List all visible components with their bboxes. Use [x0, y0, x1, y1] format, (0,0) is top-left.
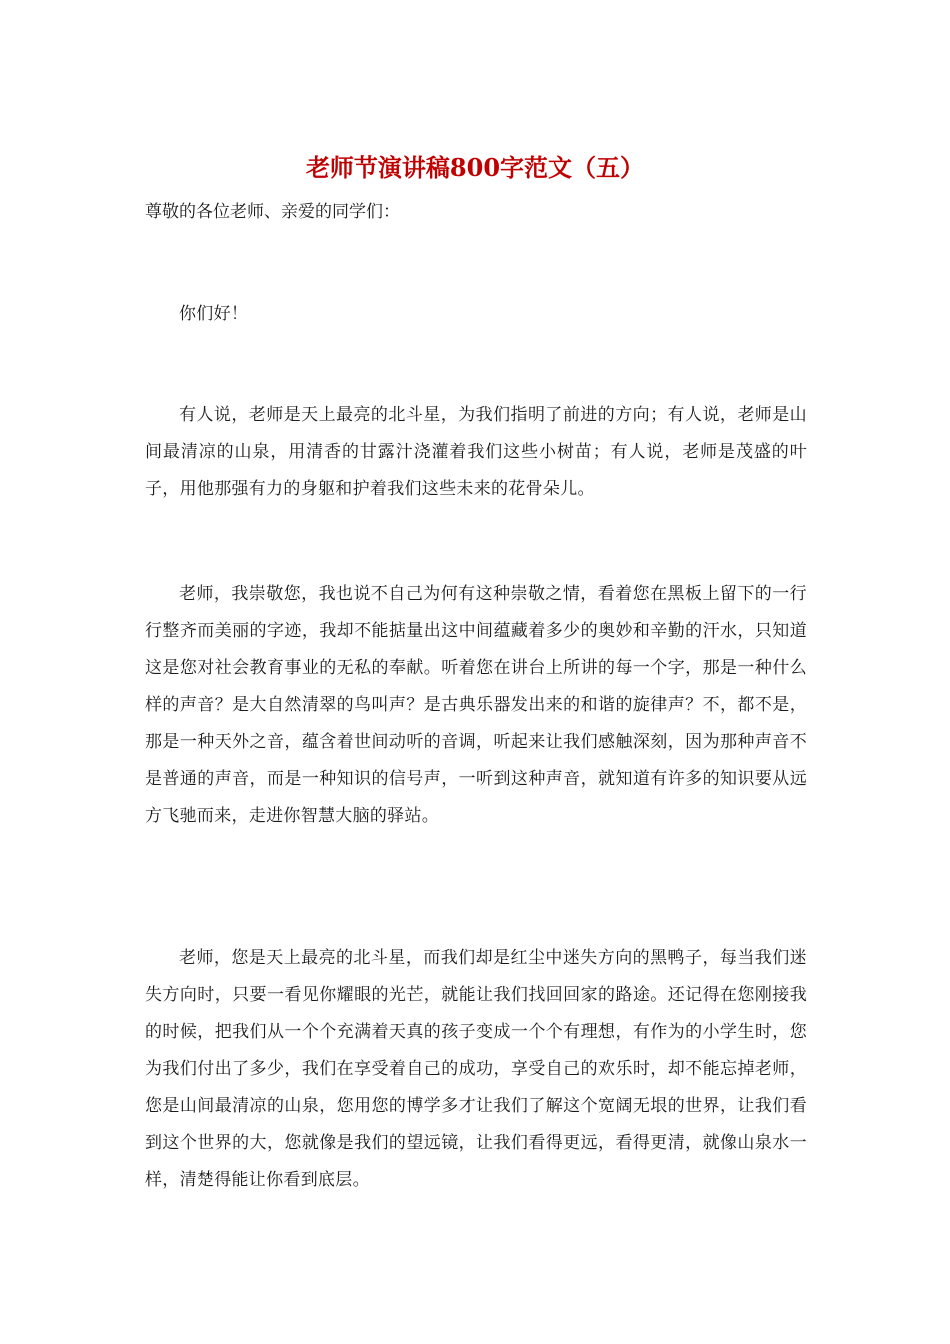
- paragraph-1: 有人说，老师是天上最亮的北斗星，为我们指明了前进的方向；有人说，老师是山间最清凉的山泉，用清香的甘露汁浇灌着我们这些小树苗；有人说，老师是茂盛的叶子，用他那强有力的身躯和护着我们这些未来的花骨朵儿。: [145, 405, 807, 499]
- paragraph-greeting: 你们好！: [179, 304, 249, 324]
- document-title: 老师节演讲稿800字范文（五）: [305, 153, 645, 182]
- paragraph-2: 老师，我崇敬您，我也说不自己为何有这种崇敬之情，看着您在黑板上留下的一行行整齐而美丽的字迹，我却不能掂量出这中间蕴藏着多少的奥妙和辛勤的汗水，只知道这是您对社会教育事业的无私的奉献。听着您在讲台上所讲的每一个字，那是一种什么样的声音？是大自然清翠的鸟叫声？是古典乐器发出来的和谐的旋律声？不，都不是，那是一种天外之音，蕴含着世间动听的音调，听起来让我们感触深刻，因为那种声音不是普通的声音，而是一种知识的信号声，一听到这种声音，就知道有许多的知识要从远方飞驰而来，走进你智慧大脑的驿站。: [145, 584, 807, 826]
- salutation: 尊敬的各位老师、亲爱的同学们：: [145, 202, 400, 222]
- paragraph-3: 老师，您是天上最亮的北斗星，而我们却是红尘中迷失方向的黑鸭子，每当我们迷失方向时，只要一看见你耀眼的光芒，就能让我们找回回家的路途。还记得在您刚接我的时候，把我们从一个个充满着天真的孩子变成一个个有理想，有作为的小学生时，您为我们付出了多少，我们在享受着自己的成功，享受自己的欢乐时，却不能忘掉老师，您是山间最清凉的山泉，您用您的博学多才让我们了解这个宽阔无垠的世界，让我们看到这个世界的大，您就像是我们的望远镜，让我们看得更远，看得更清，就像山泉水一样，清楚得能让你看到底层。: [145, 948, 807, 1190]
